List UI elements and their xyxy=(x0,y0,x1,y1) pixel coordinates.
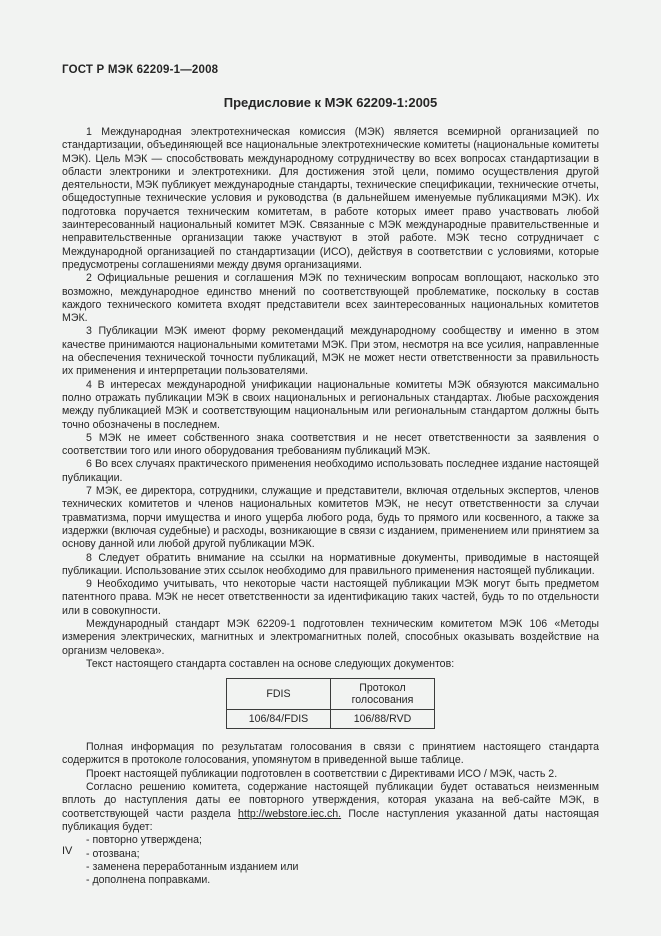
paragraph-7: 7 МЭК, ее директора, сотрудники, служащие и представители, включая отдельных экспертов, членов технических комитетов и членов национальных комитетов МЭК, не несут ответственности за случаи травматизма, порчи имущества и иного ущерба любого рода, будь то прямого или косвенного, а также за издержки (включая судебные) и расходы, возникающие в связи с изданием, применением или принятием за основу данной или любой другой публикации МЭК. xyxy=(62,485,599,551)
list-item-reapproved: - повторно утверждена; xyxy=(86,834,202,847)
paragraph-5: 5 МЭК не имеет собственного знака соответствия и не несет ответственности за заявления о соответствии того или иного оборудования требованиям публикаций МЭК. xyxy=(62,431,599,458)
publication-status-list xyxy=(62,834,599,887)
table-cell-rvd-number: 106/88/RVD xyxy=(331,710,435,729)
webstore-link[interactable]: http://webstore.iec.ch. xyxy=(238,807,342,820)
paragraph-directives: Проект настоящей публикации подготовлен в соответствии с Директивами ИСО / МЭК, часть 2. xyxy=(86,767,558,780)
paragraph-8: 8 Следует обратить внимание на ссылки на нормативные документы, приводимые в настоящей публикации. Использование этих ссылок необходимо для правильного применения настоящей публикации. xyxy=(62,551,599,577)
paragraph-4: 4 В интересах международной унификации национальные комитеты МЭК обязуются максимально полно отражать публикации МЭК в своих национальных и региональных стандартах. Любые расхождения между публикацией МЭК и соответствующим национальным или региональным стандартом должны быть точно обозначены в последнем. xyxy=(62,378,599,431)
page-title: Предисловие к МЭК 62209-1:2005 xyxy=(223,95,438,110)
paragraph-link xyxy=(62,781,599,834)
voting-documents-table xyxy=(226,678,435,729)
foreword-content xyxy=(62,126,599,887)
document-code: ГОСТ Р МЭК 62209-1—2008 xyxy=(62,64,219,76)
page-number: IV xyxy=(62,845,73,857)
paragraph-6: 6 Во всех случаях практического применения необходимо использовать последнее издание настоящей публикации. xyxy=(62,458,599,484)
paragraph-2: 2 Официальные решения и соглашения МЭК по техническим вопросам воплощают, насколько это возможно, международное единство мнений по соответствующей проблематике, поскольку в состав каждого технического комитета входят представители всех заинтересованных национальных комитетов МЭК. xyxy=(62,272,599,325)
list-item-withdrawn: - отозвана; xyxy=(86,847,140,860)
paragraph-documents-intro: Текст настоящего стандарта составлен на основе следующих документов: xyxy=(86,657,455,670)
list-item-amended: - дополнена поправками. xyxy=(86,874,211,887)
table-header-row xyxy=(227,679,435,710)
link-paragraph-text-before: Согласно решению комитета, содержание настоящей публикации будет оставаться неизменным вплоть до наступления даты ее повторного утверждения, которая указана на веб-сайте МЭК, в соответствующей части раздела xyxy=(62,781,599,820)
table-row xyxy=(227,710,435,729)
paragraph-voting-info: Полная информация по результатам голосования в связи с принятием настоящего стандарта содержится в протоколе голосования, упомянутом в приведенной выше таблице. xyxy=(62,741,599,767)
list-item-replaced: - заменена переработанным изданием или xyxy=(86,860,299,873)
table-header-fdis: FDIS xyxy=(227,679,331,710)
table-header-voting-protocol: Протокол голосования xyxy=(331,679,435,710)
paragraph-9: 9 Необходимо учитывать, что некоторые части настоящей публикации МЭК могут быть предметом патентного права. МЭК не несет ответственности за идентификацию таких частей, будь то по отдельности или в совокупности. xyxy=(62,578,599,617)
link-paragraph-text-after: После наступления указанной даты настоящая публикация будет: xyxy=(62,807,599,833)
paragraph-3: 3 Публикации МЭК имеют форму рекомендаций международному сообществу и именно в этом качестве принимаются национальными комитетами МЭК. При этом, несмотря на все усилия, направленные на обеспечения технической точности публикаций, МЭК не может нести ответственности за правильность их применения и интерпретации пользователями. xyxy=(62,325,599,378)
paragraph-committee: Международный стандарт МЭК 62209-1 подготовлен техническим комитетом МЭК 106 «Методы измерения электрических, магнитных и электромагнитных полей, способных оказывать воздействие на организм человека». xyxy=(62,617,599,657)
table-cell-fdis-number: 106/84/FDIS xyxy=(227,710,331,729)
paragraph-1: 1 Международная электротехническая комиссия (МЭК) является всемирной организацией по стандартизации, объединяющей все национальные электротехнические комитеты (национальные комитеты МЭК). Цель МЭК — способствовать международному сотрудничеству во всех вопросах стандартизации в области электроники и электротехники. Для достижения этой цели, помимо осуществления другой деятельности, МЭК публикует международные стандарты, технические спецификации, технические отчеты, общедоступные технические условия и руководства (в дальнейшем именуемые публикациями МЭК). Их подготовка поручается техническим комитетам, в работе которых имеет право участвовать любой заинтересованный национальный комитет МЭК. Связанные с МЭК международные правительственные и неправительственные организации также участвуют в этой работе. МЭК тесно сотрудничает с Международной организацией по стандартизации (ИСО), действуя в соответствии с условиями, которые предусмотрены соглашениями между двумя организациями. xyxy=(62,126,599,271)
